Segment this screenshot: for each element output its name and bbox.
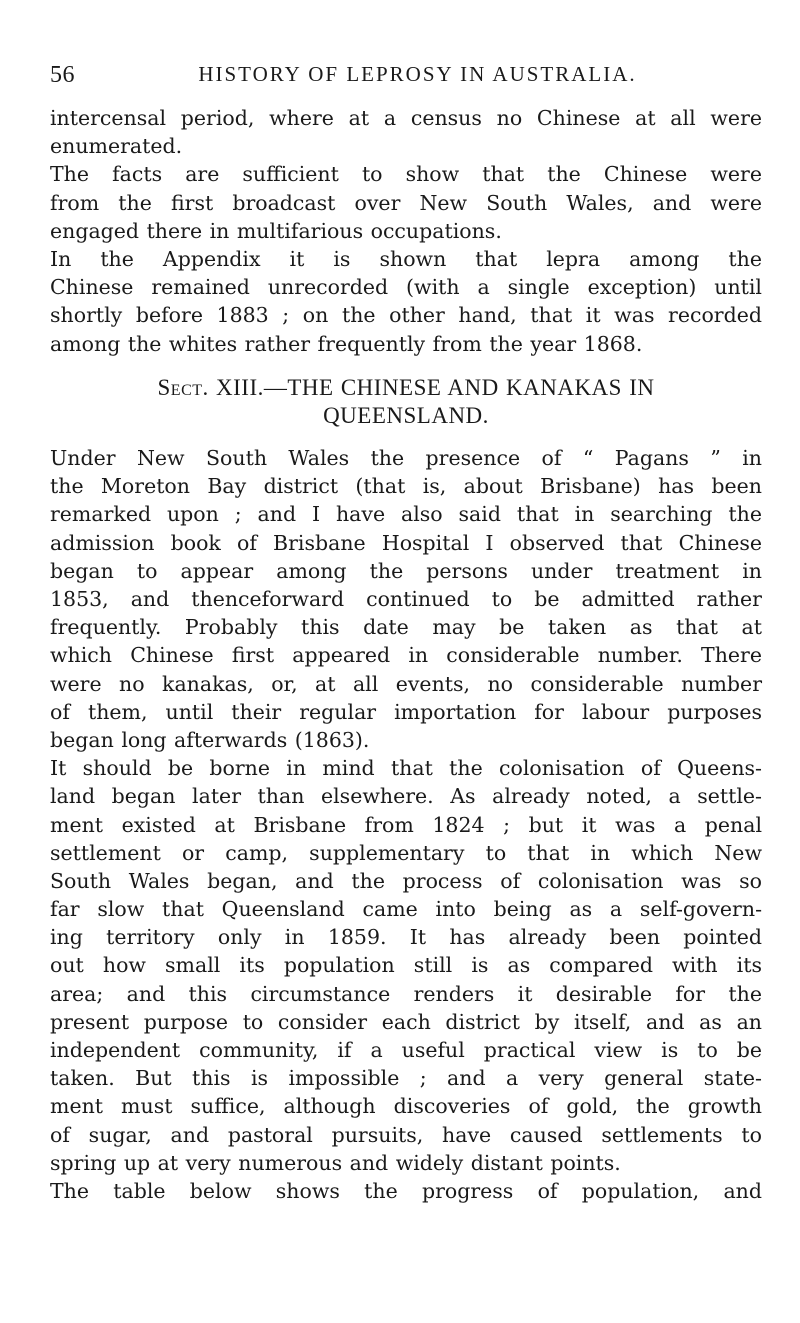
text-line: which Chinese first appeared in considerable number. There <box>50 643 762 668</box>
text-line: 1853, and thenceforward continued to be admitted rather <box>50 587 762 611</box>
text-line: intercensal period, where at a census no Chinese at all were <box>50 106 762 130</box>
text-line: ment existed at Brisbane from 1824 ; but it was a penal <box>50 812 762 837</box>
text-line: shortly before 1883 ; on the other hand, that it was recorded <box>50 303 762 328</box>
text-line: began long afterwards (1863). <box>50 727 370 752</box>
page-header <box>50 62 770 92</box>
text-line: were no kanakas, or, at all events, no considerable number <box>50 671 762 696</box>
text-line: began to appear among the persons under treatment in <box>50 558 762 583</box>
running-head: HISTORY OF LEPROSY IN AUSTRALIA. <box>198 62 637 86</box>
text-line: from the first broadcast over New South Wales, and were <box>50 190 762 215</box>
text-line: far slow that Queensland came into being as a self-govern- <box>50 897 762 922</box>
text-line: independent community, if a useful practical view is to be <box>50 1038 762 1062</box>
text-line: area; and this circumstance renders it desirable for the <box>50 981 762 1006</box>
text-line: Chinese remained unrecorded (with a single exception) until <box>50 275 762 300</box>
text-line: engaged there in multifarious occupations. <box>50 218 502 243</box>
text-line: admission book of Brisbane Hospital I observed that Chinese <box>50 530 762 555</box>
paragraph <box>50 1177 762 1205</box>
section-heading-line <box>50 374 762 402</box>
text-line: frequently. Probably this date may be taken as that at <box>50 615 762 640</box>
text-line: ing territory only in 1859. It has already been pointed <box>50 925 762 950</box>
section-heading <box>50 374 762 430</box>
text-line: of them, until their regular importation for labour purposes <box>50 699 762 724</box>
section-title-part2: QUEENSLAND. <box>323 402 489 428</box>
paragraph <box>50 245 762 358</box>
paragraph <box>50 160 762 245</box>
paragraph <box>50 444 762 754</box>
paragraph <box>50 104 762 160</box>
section-label: Sect. XIII. <box>157 374 264 400</box>
text-line: of sugar, and pastoral pursuits, have caused settlements to <box>50 1122 762 1147</box>
page-number: 56 <box>50 62 75 88</box>
text-line: present purpose to consider each district by itself, and as an <box>50 1009 762 1034</box>
text-line: ment must suffice, although discoveries of gold, the growth <box>50 1094 762 1119</box>
text-line: South Wales began, and the process of colonisation was so <box>50 868 762 893</box>
text-line: In the Appendix it is shown that lepra among the <box>50 246 762 271</box>
section-title-part1: —THE CHINESE AND KANAKAS IN <box>263 374 655 400</box>
text-line: The facts are sufficient to show that the Chinese were <box>50 162 762 187</box>
text-line: settlement or camp, supplementary to that in which New <box>50 840 762 865</box>
text-line: the Moreton Bay district (that is, about Brisbane) has been <box>50 474 762 499</box>
text-line: It should be borne in mind that the colonisation of Queens- <box>50 756 762 781</box>
text-line: spring up at very numerous and widely distant points. <box>50 1150 621 1175</box>
text-line: land began later than elsewhere. As already noted, a settle- <box>50 784 762 809</box>
text-line: The table below shows the progress of population, and <box>50 1178 762 1203</box>
text-line: taken. But this is impossible ; and a very general state- <box>50 1066 762 1091</box>
body-text <box>50 104 762 1205</box>
text-line: among the whites rather frequently from the year 1868. <box>50 331 643 356</box>
paragraph <box>50 754 762 1177</box>
text-line: remarked upon ; and I have also said that in searching the <box>50 502 762 527</box>
text-line: enumerated. <box>50 134 183 159</box>
text-line: out how small its population still is as compared with its <box>50 953 762 978</box>
text-line: Under New South Wales the presence of “ Pagans ” in <box>50 446 762 471</box>
